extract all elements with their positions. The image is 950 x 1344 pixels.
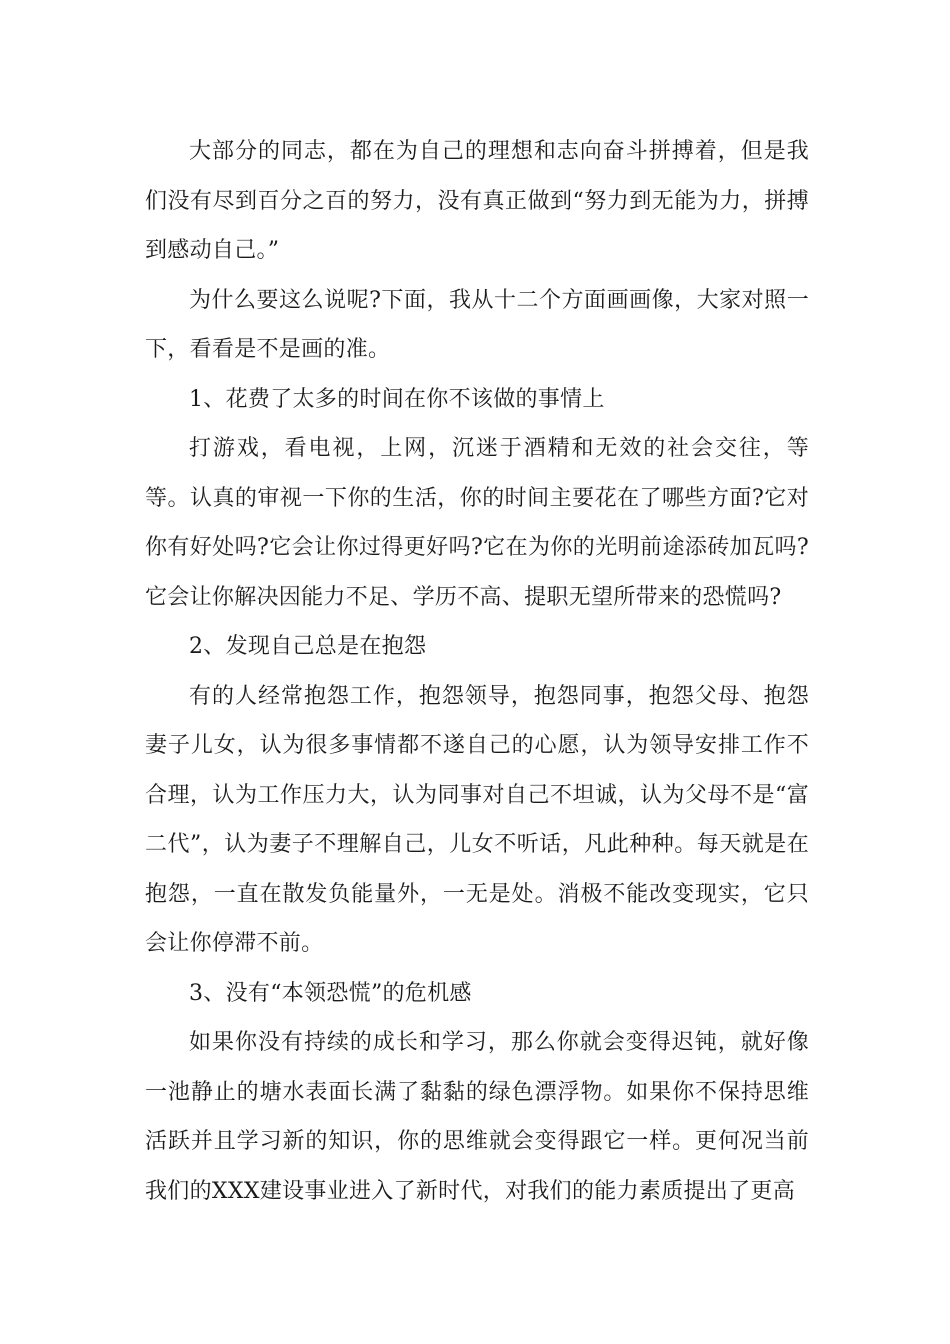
document-body: [145, 127, 809, 1216]
section-heading-3: 3、没有“本领恐慌”的危机感: [189, 980, 472, 1006]
paragraph-section-2: 有的人经常抱怨工作，抱怨领导，抱怨同事，抱怨父母、抱怨妻子儿女，认为很多事情都不遂自己的心愿，认为领导安排工作不合理，认为工作压力大，认为同事对自己不坦诚，认为父母不是“富二代”，认为妻子不理解自己，儿女不听话，凡此种种。每天就是在抱怨，一直在散发负能量外，一无是处。消极不能改变现实，它只会让你停滞不前。: [145, 683, 809, 956]
paragraph-section-3: 如果你没有持续的成长和学习，那么你就会变得迟钝，就好像一池静止的塘水表面长满了黏黏的绿色漂浮物。如果你不保持思维活跃并且学习新的知识，你的思维就会变得跟它一样。更何况当前我们的XXX建设事业进入了新时代，对我们的能力素质提出了更高: [145, 1030, 809, 1204]
section-heading-2: 2、发现自己总是在抱怨: [189, 634, 427, 659]
paragraph-intro: 大部分的同志，都在为自己的理想和志向奋斗拼搏着，但是我们没有尽到百分之百的努力，没有真正做到“努力到无能为力，拼搏到感动自己。”: [145, 139, 809, 263]
paragraph-question: 为什么要这么说呢?下面，我从十二个方面画画像，大家对照一下，看看是不是画的准。: [145, 287, 809, 362]
paragraph-section-1: 打游戏，看电视，上网，沉迷于酒精和无效的社会交往，等等。认真的审视一下你的生活，你的时间主要花在了哪些方面?它对你有好处吗?它会让你过得更好吗?它在为你的光明前途添砖加瓦吗?它会让你解决因能力不足、学历不高、提职无望所带来的恐慌吗?: [145, 436, 809, 610]
section-heading-1: 1、花费了太多的时间在你不该做的事情上: [189, 386, 605, 412]
